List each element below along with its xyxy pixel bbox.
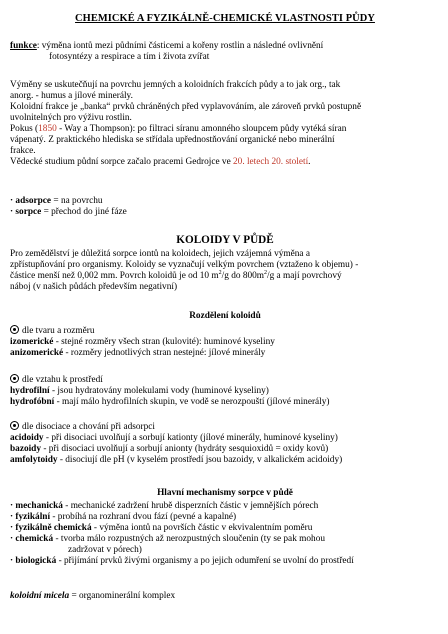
group-environment <box>10 374 440 408</box>
item-text: - tvorba málo rozpustných až nerozpustných sloučenin (ty se pak mohou <box>53 534 325 544</box>
superscript: 2 <box>218 269 222 276</box>
item-text: - probíhá na rozhraní dvou fází (pevné a kapalné) <box>50 512 237 522</box>
classification-row <box>10 433 440 444</box>
koloidy-line <box>10 271 440 282</box>
row-text: - jsou hydratovány molekulami vody (huminové kyseliny) <box>49 386 269 396</box>
intro-text: Vědecké studium půdní sorpce začalo pracemi Gedrojce ve <box>10 157 234 167</box>
group-heading-text: dle vztahu k prostředí <box>22 375 103 385</box>
intro-text: - Way a Thompson): po filtraci síranu amonného sloupcem půdy vytéká síran <box>56 124 347 134</box>
term: · fyzikálně chemická <box>10 523 92 533</box>
intro-line: vápenatý. Z praktického hlediska se střídala upřednostňování organické nebo minerální <box>10 135 335 145</box>
period-highlight: 20. letech 20. století <box>233 157 309 167</box>
row-text: - při disociaci uvolňují a sorbují anionty (hydráty sesquioxidů = oxidy kovů) <box>41 444 329 454</box>
term: acidoidy <box>10 433 44 443</box>
koloidy-line: Pro zemědělství je důležitá sorpce iontů na koloidech, jejich vzájemná výměna a <box>10 249 310 259</box>
intro-line: anorg. - humus a jílové minerály. <box>10 91 133 101</box>
term: izomerické <box>10 337 54 347</box>
bullet-circle-icon <box>10 374 19 383</box>
mechanism-item <box>10 501 440 512</box>
koloidy-paragraph <box>10 249 440 293</box>
definition-text: = na povrchu <box>51 196 103 206</box>
classification-row <box>10 455 440 466</box>
koloidy-heading: KOLOIDY V PŮDĚ <box>176 234 274 246</box>
funkce-line-2: fotosyntézy a respirace a tím i života zvířat <box>49 52 210 62</box>
intro-line <box>10 157 440 168</box>
funkce-paragraph <box>10 41 440 63</box>
term: · sorpce <box>10 207 42 217</box>
intro-line: Koloidní frakce je „banka“ prvků chráněných před vyplavováním, ale zároveň prvků postupně <box>10 102 362 112</box>
mechanism-item-continuation: zadržovat v pórech) <box>68 545 142 555</box>
row-text: - rozměry jednotlivých stran nestejné: jílové minerály <box>63 348 266 358</box>
item-text: - mechanické zadržení hrubě disperzních částic v jemnějších pórech <box>62 501 319 511</box>
koloidy-text: /g a mají povrchový <box>267 271 342 281</box>
group-heading <box>10 421 440 433</box>
micela-text: = organominerální komplex <box>69 591 176 601</box>
page-title: CHEMICKÉ A FYZIKÁLNĚ-CHEMICKÉ VLASTNOSTI PŮDY <box>75 13 375 24</box>
group-heading-text: dle tvaru a rozměru <box>22 326 95 336</box>
definition-text: = přechod do jiné fáze <box>41 207 127 217</box>
koloidy-text: /g do 800m <box>221 271 264 281</box>
group-heading-text: dle disociace a chování při adsorpci <box>22 422 155 432</box>
mechanisms-list <box>10 501 440 567</box>
group-dissociation <box>10 421 440 466</box>
row-text: - stejné rozměry všech stran (kulovité): huminové kyseliny <box>53 337 275 347</box>
term: koloidní micela <box>10 591 70 601</box>
term: · adsorpce <box>10 196 52 206</box>
mechanismy-heading: Hlavní mechanismy sorpce v půdě <box>157 488 293 498</box>
mechanism-item <box>10 556 440 567</box>
definitions <box>10 196 440 218</box>
bullet-circle-icon <box>10 325 19 334</box>
classification-row <box>10 386 440 397</box>
funkce-label: funkce <box>10 41 37 51</box>
intro-line <box>10 124 440 135</box>
term: · biologická <box>10 556 57 566</box>
item-text: - výměna iontů na površích částic v ekvivalentním poměru <box>91 523 313 533</box>
intro-line: frakce. <box>10 146 36 156</box>
definition-sorpce <box>10 207 440 218</box>
classification-row <box>10 444 440 455</box>
mechanism-item <box>10 512 440 523</box>
bullet-circle-icon <box>10 421 19 430</box>
intro-line: Výměny se uskutečňují na povrchu jemných a koloidních frakcích půdy a to jak org., tak <box>10 80 341 90</box>
micela-line <box>10 591 440 602</box>
koloidy-text: částice menší než 0,002 mm. Povrch koloidů je od 10 m <box>10 271 219 281</box>
term: · fyzikální <box>10 512 51 522</box>
row-text: - při disociaci uvolňují a sorbují kationty (jílové minerály, huminové kyseliny) <box>43 433 338 443</box>
term: hydrofilní <box>10 386 50 396</box>
term: bazoidy <box>10 444 41 454</box>
group-heading <box>10 374 440 386</box>
term: hydrofóbní <box>10 397 55 407</box>
classification-row <box>10 397 440 408</box>
funkce-text: : výměna iontů mezi půdními částicemi a kořeny rostlin a následné ovlivnění <box>36 41 324 51</box>
classification-row <box>10 337 440 348</box>
year-highlight: 1850 <box>38 124 57 134</box>
koloidy-line: zpřístupňování pro organismy. Koloidy se vyznačují velkým povrchem (vztaženo k objemu) - <box>10 260 359 270</box>
term: anizomerické <box>10 348 64 358</box>
intro-text: Pokus ( <box>10 124 39 134</box>
mechanism-item <box>10 534 440 545</box>
row-text: - disociují dle pH (v kyselém prostředí jsou bazoidy, v alkalickém acidoidy) <box>57 455 343 465</box>
term: amfolytoidy <box>10 455 58 465</box>
intro-line: uvolnitelných pro výživu rostlin. <box>10 113 132 123</box>
intro-paragraph <box>10 80 440 168</box>
group-heading <box>10 325 440 337</box>
mechanism-item <box>10 523 440 534</box>
term: · mechanická <box>10 501 63 511</box>
term: · chemická <box>10 534 54 544</box>
rozdeleni-heading: Rozdělení koloidů <box>189 311 261 321</box>
funkce-line-1 <box>10 41 440 52</box>
group-shape <box>10 325 440 359</box>
definition-adsorpce <box>10 196 440 207</box>
intro-text: . <box>308 157 311 167</box>
item-text: - přijímání prvků živými organismy a po jejich odumření se uvolní do prostředí <box>56 556 354 566</box>
koloidy-line: náboj (v našich půdách především negativní) <box>10 282 178 292</box>
row-text: - mají málo hydrofilních skupin, ve vodě se nerozpouští (jílové minerály) <box>54 397 330 407</box>
classification-row <box>10 348 440 359</box>
superscript: 2 <box>264 269 267 276</box>
